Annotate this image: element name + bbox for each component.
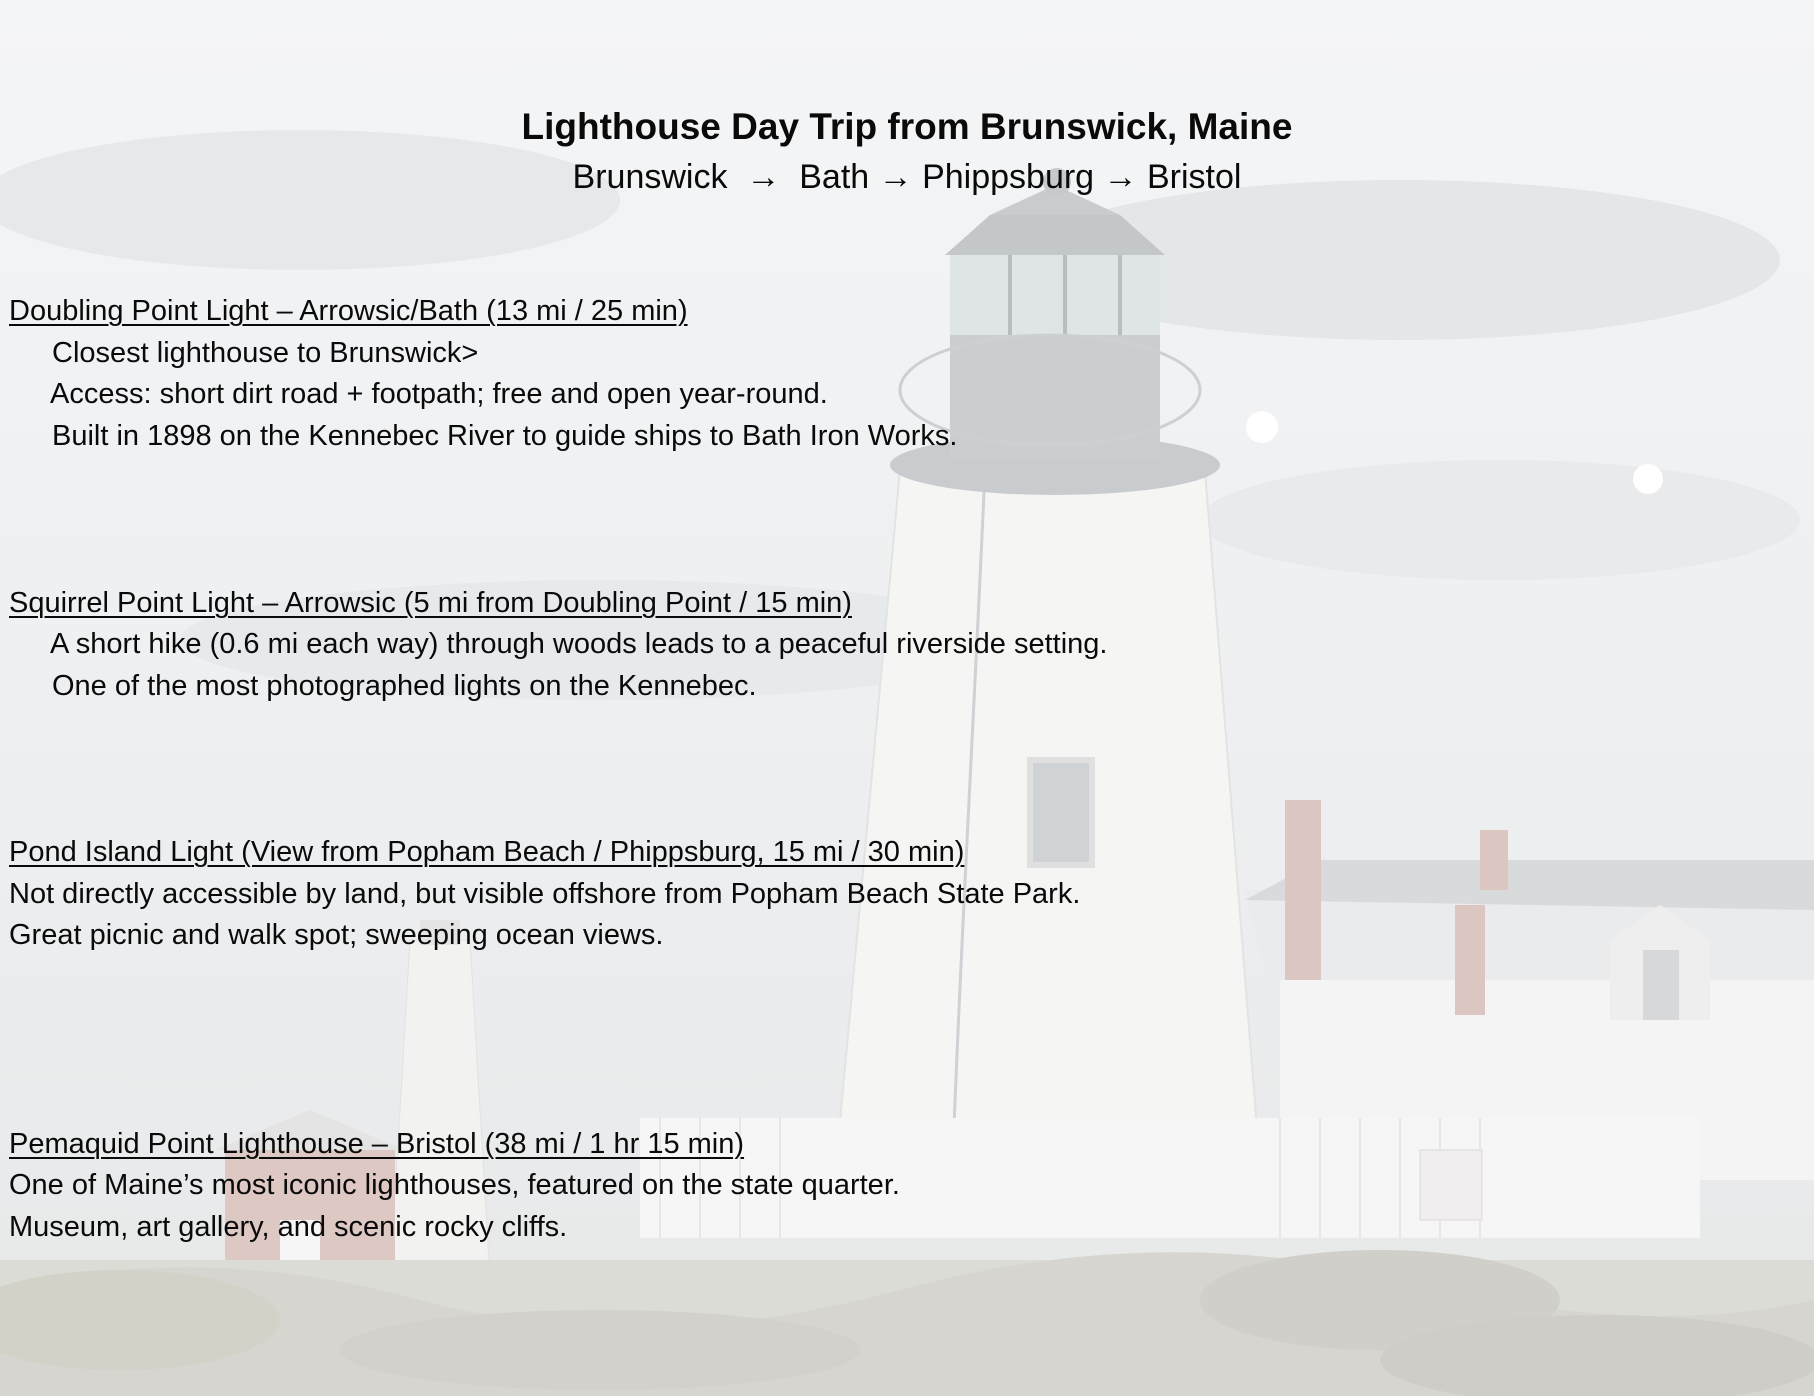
page-title: Lighthouse Day Trip from Brunswick, Maine <box>521 106 1293 147</box>
stop-detail: Built in 1898 on the Kennebec River to guide ships to Bath Iron Works. <box>52 420 958 452</box>
stop-detail: One of the most photographed lights on the Kennebec. <box>52 670 757 702</box>
stop-detail: Great picnic and walk spot; sweeping ocean views. <box>9 919 664 951</box>
route-subtitle: Brunswick → Bath → Phippsburg → Bristol <box>572 158 1242 196</box>
stop-detail: One of Maine’s most iconic lighthouses, featured on the state quarter. <box>9 1169 900 1201</box>
stop-detail: A short hike (0.6 mi each way) through woods leads to a peaceful riverside setting. <box>50 628 1108 660</box>
stop-heading-doubling-point: Doubling Point Light – Arrowsic/Bath (13 mi / 25 min) <box>9 295 688 327</box>
stop-heading-squirrel-point: Squirrel Point Light – Arrowsic (5 mi from Doubling Point / 15 min) <box>9 587 852 619</box>
stop-heading-pemaquid-point: Pemaquid Point Lighthouse – Bristol (38 mi / 1 hr 15 min) <box>9 1128 745 1160</box>
stop-detail: Museum, art gallery, and scenic rocky cliffs. <box>9 1211 568 1243</box>
stop-detail: Closest lighthouse to Brunswick> <box>52 337 479 369</box>
stop-detail: Access: short dirt road + footpath; free and open year-round. <box>50 378 828 410</box>
stop-detail: Not directly accessible by land, but visible offshore from Popham Beach State Park. <box>9 878 1081 910</box>
stop-heading-pond-island: Pond Island Light (View from Popham Beach / Phippsburg, 15 mi / 30 min) <box>9 836 965 868</box>
